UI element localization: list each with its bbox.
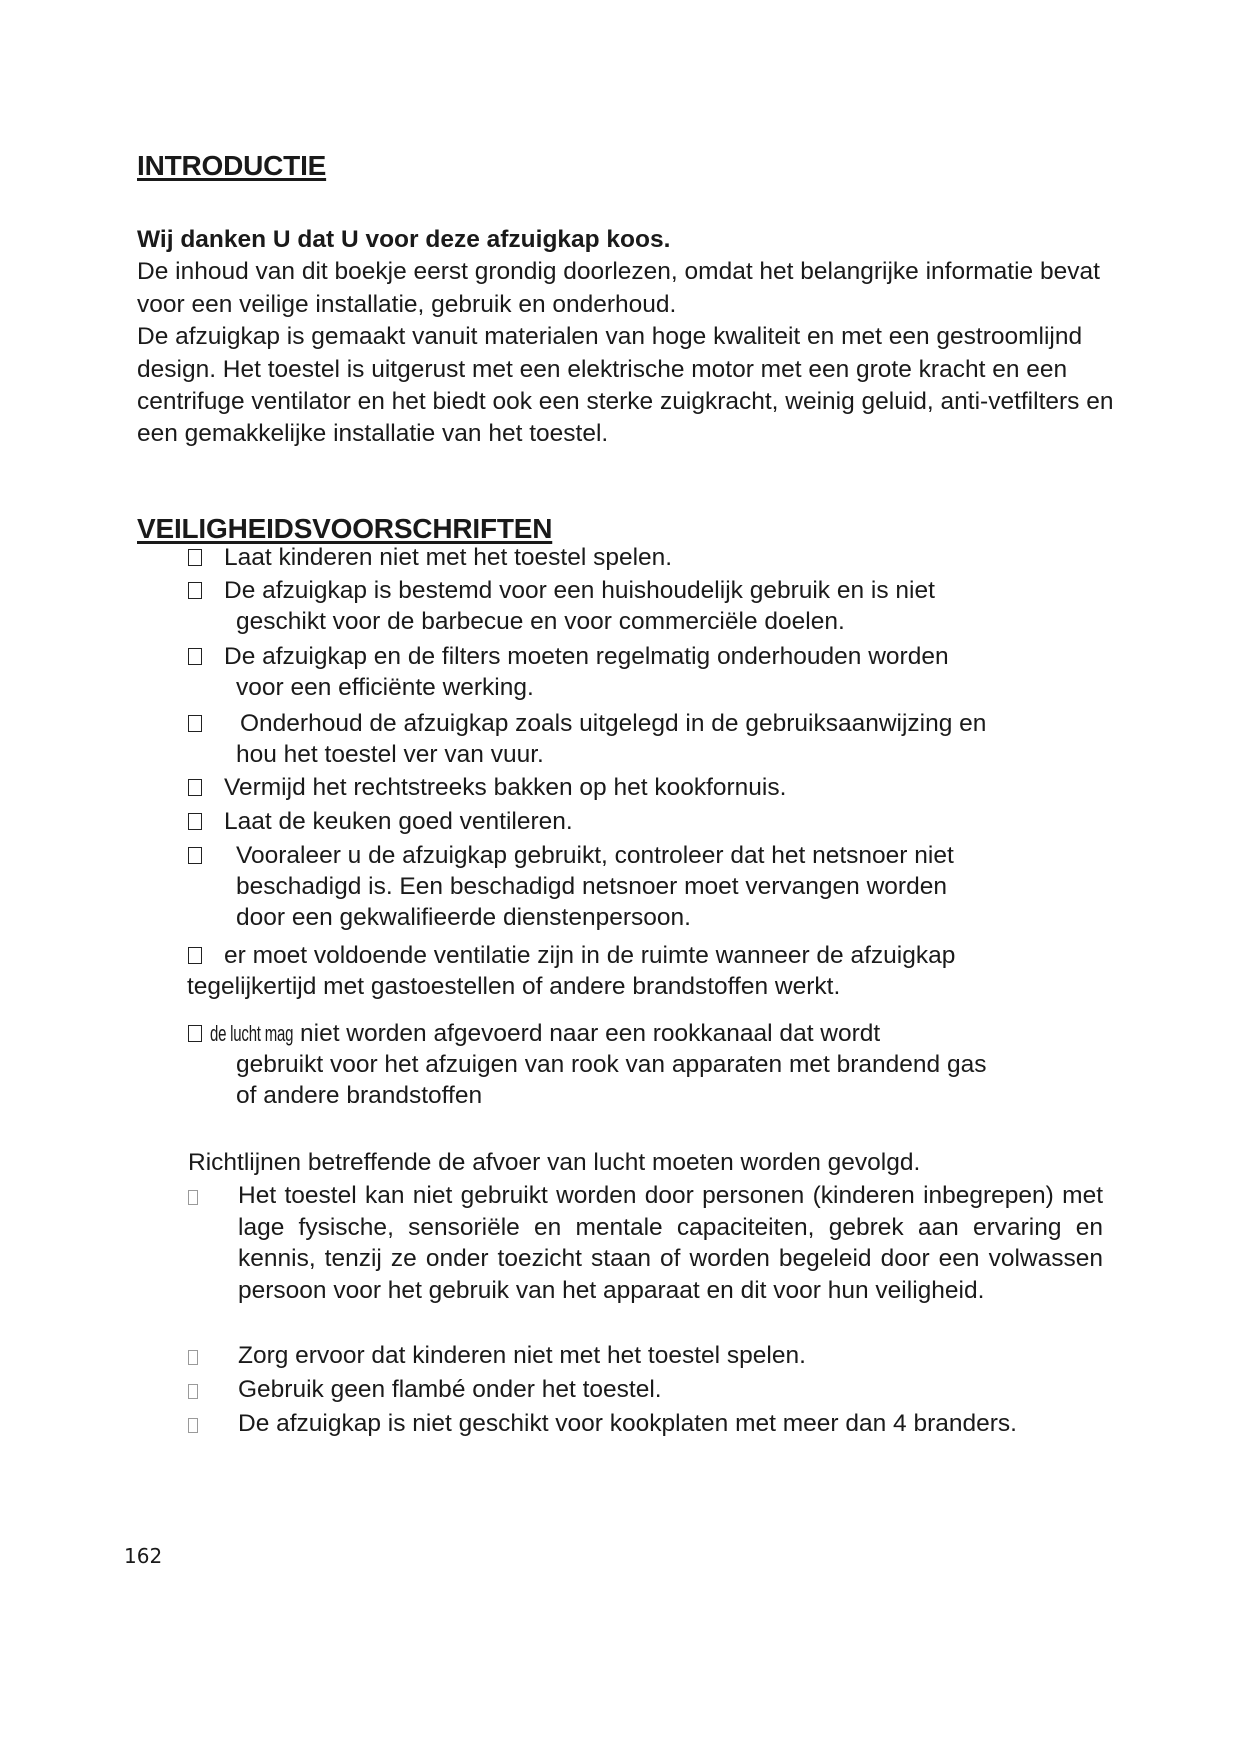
intro-lead: Wij danken U dat U voor deze afzuigkap koos. xyxy=(137,226,671,253)
checkbox-icon xyxy=(188,582,202,599)
safety-item: Vooraleer u de afzuigkap gebruikt, controleer dat het netsnoer niet beschadigd is. Een beschadigd netsnoer moet vervangen worden door een gekwalifieerde dienstenpersoon. xyxy=(188,840,1108,933)
manual-page: INTRODUCTIE Wij danken U dat U voor deze afzuigkap koos. De inhoud van dit boekje eerst grondig doorlezen, omdat het belangrijke informatie bevat voor een veilige installatie, gebruik en onderhoud. De afzuigkap is gemaakt vanuit materialen van hoge kwaliteit en met een gestroomlijnd design. Het toestel is uitgerust met een elektrische motor met een grote kracht en een centrifuge ventilator en het biedt ook een sterke zuigkracht, weinig geluid, anti-vetfilters en een gemakkelijke installatie van het toestel. VEILIGHEIDSVOORSCHRIFTEN Laat kinderen niet met het toestel spelen. De afzuigkap is bestemd voor een huishoudelijk gebruik en is niet geschikt voor de barbecue en voor commerciële doelen. De afzuigkap en de filters moeten regelmatig onderhouden worden voor een efficiënte werking. Onderhoud de afzuigkap zoals uitgelegd in de gebruiksaanwijzing en hou het toestel ver van vuur. Vermijd het rechtstreeks bakken op het kookfornuis. Laat de keuken goed ventileren. Vooraleer u de afzuigkap gebruikt, controleer dat het netsnoer niet beschadigd is. Een beschadigd netsnoer moet vervangen worden door een gekwalifieerde dienstenpersoon. er moet voldoende ventilatie zijn in de ruimte wanneer de afzuigkap tegelijkertijd met gastoestellen of andere brandstoffen werkt. de lucht mag niet worden afgevoerd naar een rookkanaal dat wordt gebruikt voor het afzuigen van rook van apparaten met brandend gas of andere brandstoffen Richtlijnen betreffende de afvoer van lucht moeten worden gevolgd. Het toestel kan niet gebruikt worden door personen (kinderen inbegrepen) met lage fysische, sensoriële en mentale capaciteiten, gebrek aan ervaring en kennis, tenzij ze onder toezicht staan of worden begeleid door een volwassen persoon voor het gebruik van het apparaat en dit voor hun veiligheid. Zorg ervoor dat kinderen niet met het toestel spelen. Gebruik geen flambé onder het toestel. De afzuigkap is niet geschikt voor kookplaten met meer dan 4 branders. 162 xyxy=(0,0,1241,1754)
checkbox-icon xyxy=(188,779,202,796)
safety-item: De afzuigkap is bestemd voor een huishoudelijk gebruik en is niet geschikt voor de barbecue en voor commerciële doelen. xyxy=(188,575,1108,637)
bullet-box-icon xyxy=(188,1190,198,1205)
checkbox-icon xyxy=(188,715,202,732)
checkbox-icon xyxy=(188,648,202,665)
condensed-lead-text: de lucht mag xyxy=(210,1021,294,1046)
bullet-box-icon xyxy=(188,1418,198,1433)
checkbox-icon xyxy=(188,813,202,830)
bullet-box-icon xyxy=(188,1350,198,1365)
checkbox-icon xyxy=(188,847,202,864)
safety-item: De afzuigkap en de filters moeten regelmatig onderhouden worden voor een efficiënte werking. xyxy=(188,641,1108,703)
safety-item: Onderhoud de afzuigkap zoals uitgelegd in de gebruiksaanwijzing en hou het toestel ver van vuur. xyxy=(188,708,1108,770)
intro-paragraph-2: De afzuigkap is gemaakt vanuit materialen van hoge kwaliteit en met een gestroomlijnd design. Het toestel is uitgerust met een elektrische motor met een grote kracht en een centrifuge ventilator en het biedt ook een sterke zuigkracht, weinig geluid, anti-vetfilters en een gemakkelijke installatie van het toestel. xyxy=(137,323,1114,448)
safety-item-flue: de lucht mag niet worden afgevoerd naar een rookkanaal dat wordt gebruikt voor het afzuigen van rook van apparaten met brandend gas of andere brandstoffen xyxy=(188,1018,1108,1111)
safety-heading: VEILIGHEIDSVOORSCHRIFTEN xyxy=(137,513,553,544)
intro-section xyxy=(137,224,1137,451)
safety-item: Laat de keuken goed ventileren. xyxy=(188,806,1108,837)
safety-item: Vermijd het rechtstreeks bakken op het kookfornuis. xyxy=(188,772,1108,803)
bullet-box-icon xyxy=(188,1384,198,1399)
page-number: 162 xyxy=(124,1544,163,1568)
intro-paragraph-1: De inhoud van dit boekje eerst grondig doorlezen, omdat het belangrijke informatie bevat voor een veilige installatie, gebruik en onderhoud. xyxy=(137,258,1100,318)
safety-item: Laat kinderen niet met het toestel spelen. xyxy=(188,542,1108,573)
checkbox-icon xyxy=(188,549,202,566)
safety-item: er moet voldoende ventilatie zijn in de ruimte wanneer de afzuigkap tegelijkertijd met gastoestellen of andere brandstoffen werkt. xyxy=(187,942,956,1000)
checkbox-icon xyxy=(188,1025,202,1042)
checkbox-icon xyxy=(188,947,202,964)
intro-heading: INTRODUCTIE xyxy=(137,150,327,181)
guidelines-text: Richtlijnen betreffende de afvoer van lucht moeten worden gevolgd. xyxy=(188,1149,921,1176)
